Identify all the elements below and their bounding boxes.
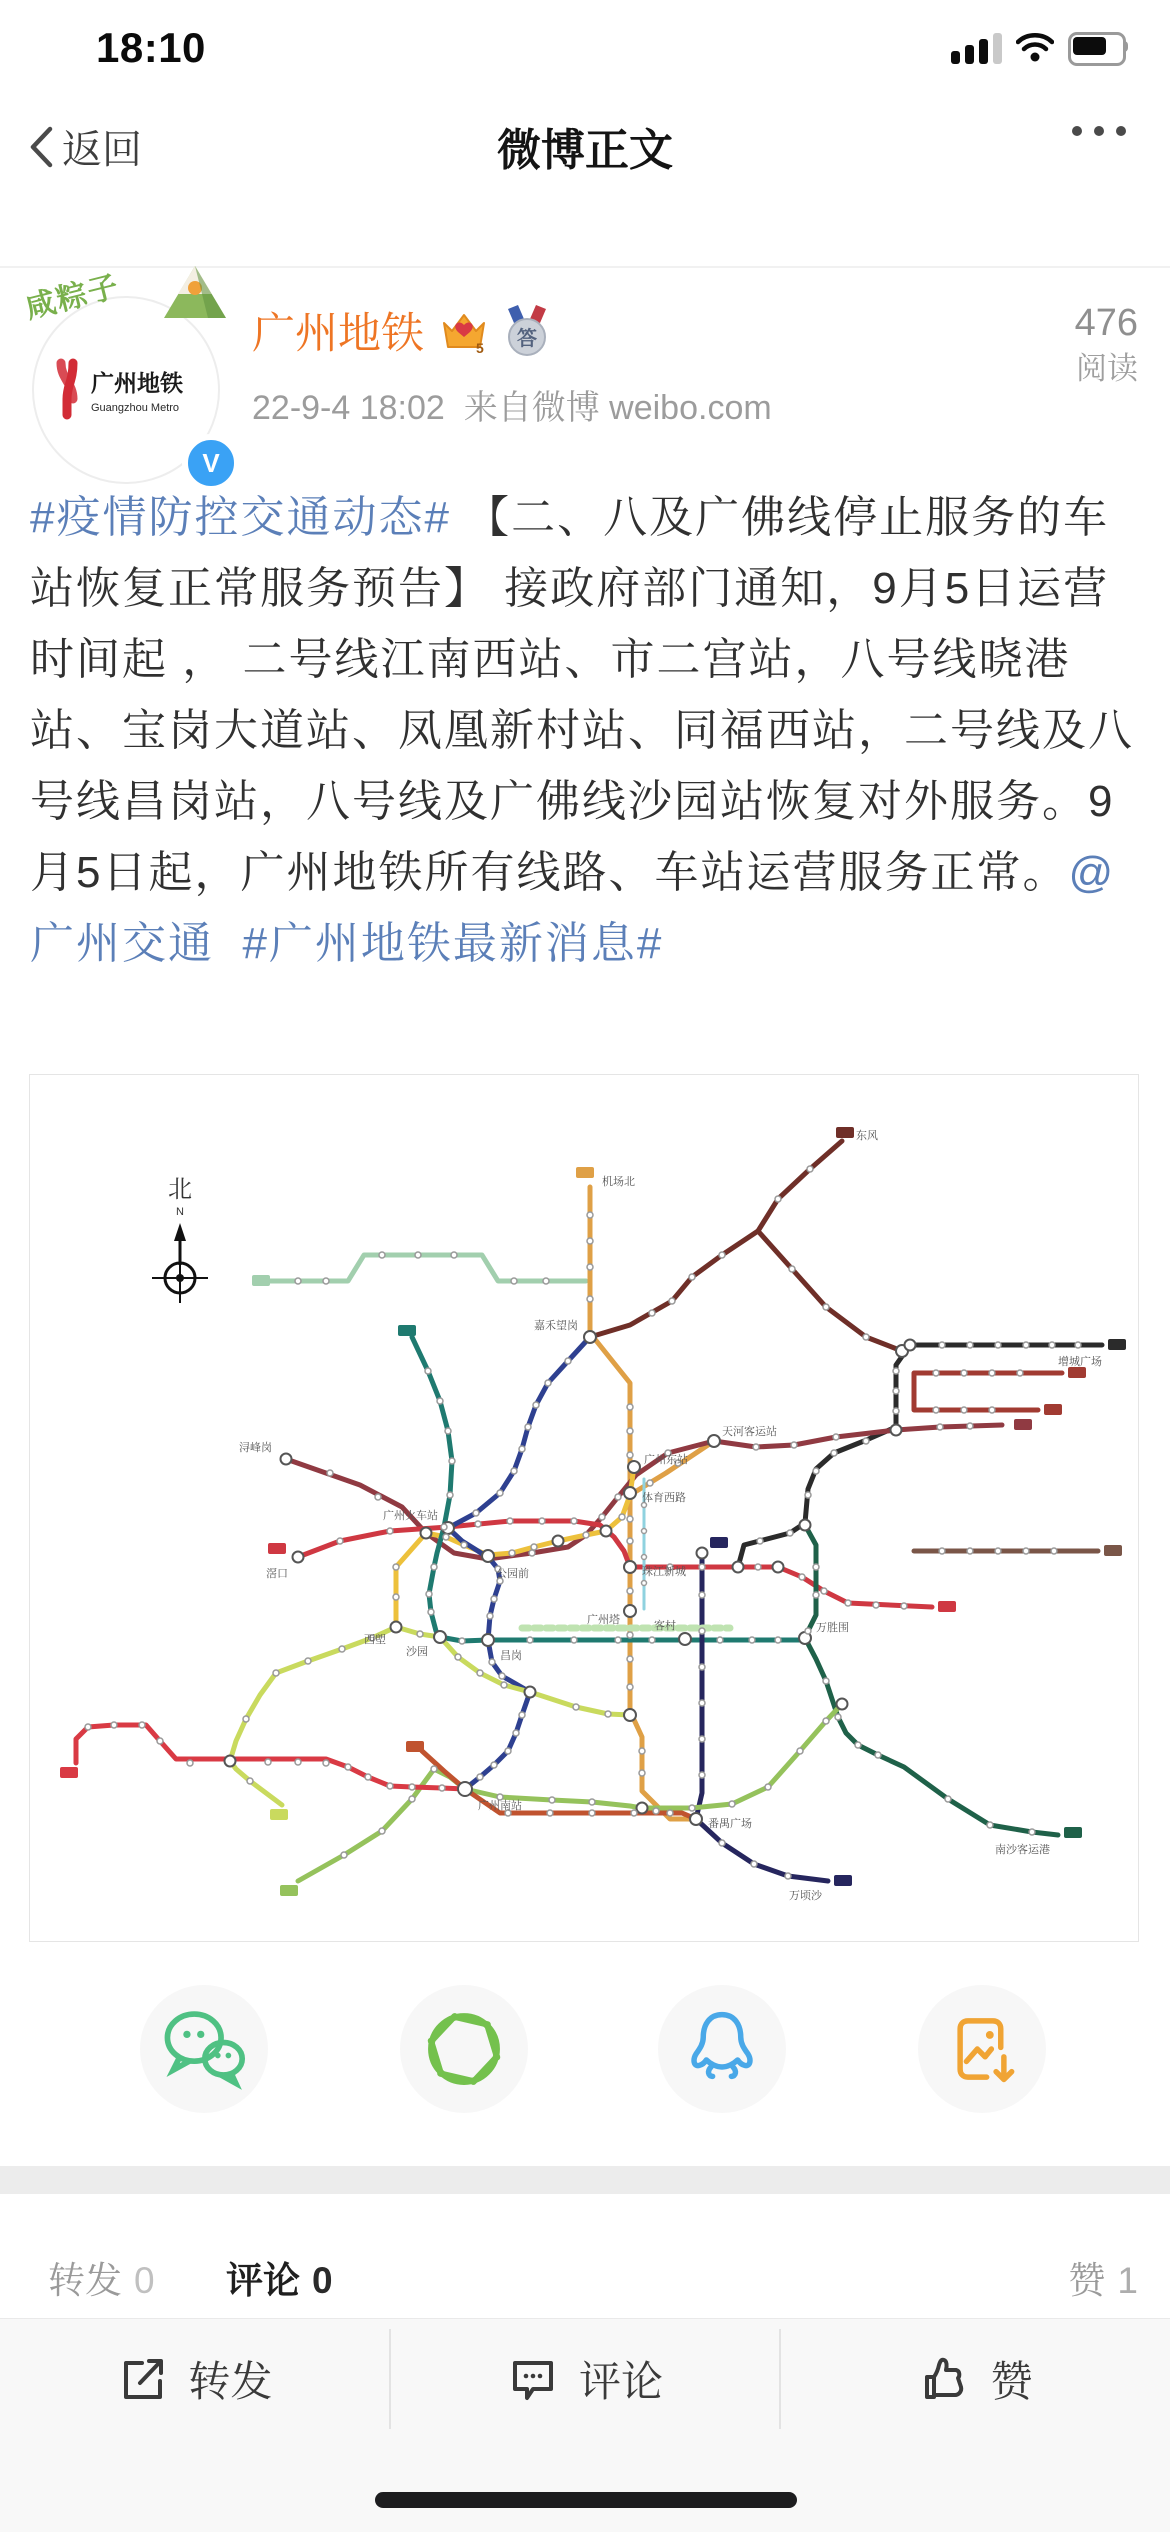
hashtag-link-2[interactable]: #广州地铁最新消息# [242, 919, 664, 968]
comment-icon [507, 2353, 559, 2405]
share-qq-button[interactable] [658, 1985, 786, 2113]
repost-label: 转发 [188, 2358, 273, 2405]
svg-text:答: 答 [517, 327, 537, 350]
post-content [30, 482, 1142, 979]
status-bar [0, 0, 1170, 100]
metro-line-2 [448, 1337, 590, 1789]
svg-text:嘉禾望岗: 嘉禾望岗 [534, 1320, 578, 1332]
page-title: 微博正文 [497, 126, 673, 175]
compass-icon [152, 1176, 208, 1303]
svg-text:N: N [176, 1206, 184, 1218]
share-wechat-button[interactable] [140, 1985, 268, 2113]
svg-text:东风: 东风 [856, 1130, 878, 1142]
section-separator [0, 2166, 1170, 2194]
share-save-image-button[interactable] [918, 1985, 1046, 2113]
svg-text:昌岗: 昌岗 [500, 1650, 522, 1662]
svg-text:广州塔: 广州塔 [587, 1614, 620, 1626]
svg-text:广州火车站: 广州火车站 [383, 1510, 438, 1522]
metro-lines [76, 1141, 1102, 1881]
knowledge-city-line [914, 1373, 1062, 1410]
guangzhou-metro-logo [51, 355, 201, 425]
vip-crown-badge-icon[interactable] [438, 307, 490, 355]
cellular-signal-icon [951, 30, 1002, 64]
qq-penguin-icon [672, 1999, 772, 2099]
metro-line-5 [298, 1521, 932, 1607]
post-body-text: 【二、八及广佛线停止服务的车站恢复正常服务预告】 接政府部门通知，9月5日运营时间起 ， 二号线江南西站、市二宫站，八号线晓港站、宝岗大道站、凤凰新村站、同福西站，二号线及八号线昌岗站，八号线及广佛线沙园站恢复对外服务。9月5日起，广州地铁所有线路、车站运营服务正常。 [30, 493, 1134, 897]
stats-row [0, 2240, 1170, 2310]
interchange-markers [225, 1331, 916, 1825]
verified-badge: V [182, 434, 240, 492]
svg-text:西塱: 西塱 [364, 1634, 386, 1646]
tab-reposts[interactable]: 转发 0 [48, 2260, 155, 2301]
home-indicator[interactable] [375, 2492, 797, 2508]
post-image-metro-map[interactable] [29, 1074, 1139, 1942]
back-label: 返回 [62, 128, 142, 172]
share-bar [0, 1985, 1170, 2115]
tab-likes[interactable]: 赞 1 [1068, 2260, 1138, 2301]
svg-text:万胜围: 万胜围 [816, 1622, 849, 1634]
svg-text:南沙客运港: 南沙客运港 [995, 1844, 1050, 1856]
avatar-pendant-text: 咸粽子 [22, 269, 124, 326]
thumbs-up-icon [919, 2353, 971, 2405]
qa-medal-badge-icon[interactable] [504, 305, 550, 357]
metro-line-8 [412, 1337, 805, 1641]
moments-aperture-icon [414, 1999, 514, 2099]
share-moments-button[interactable] [400, 1985, 528, 2113]
hashtag-link[interactable]: #疫情防控交通动态# [30, 493, 451, 542]
like-label: 赞 [990, 2358, 1033, 2405]
comment-button[interactable] [389, 2329, 780, 2429]
svg-text:增城广场: 增城广场 [1058, 1356, 1102, 1368]
avatar[interactable] [22, 269, 220, 484]
svg-text:番禺广场: 番禺广场 [708, 1818, 752, 1830]
svg-text:公园前: 公园前 [496, 1568, 529, 1580]
save-image-icon [932, 1999, 1032, 2099]
tab-comments[interactable]: 评论 0 [226, 2260, 333, 2301]
battery-icon [1068, 32, 1128, 62]
metro-line-14 [590, 1141, 842, 1337]
svg-text:滘口: 滘口 [266, 1568, 288, 1580]
read-count: 476 阅读 [1074, 302, 1138, 386]
svg-text:广州东站: 广州东站 [644, 1454, 688, 1466]
metro-line-14-branch [758, 1231, 902, 1351]
svg-text:体育西路: 体育西路 [642, 1492, 686, 1504]
svg-text:珠江新城: 珠江新城 [642, 1566, 686, 1578]
svg-text:万顷沙: 万顷沙 [789, 1890, 822, 1902]
svg-text:5: 5 [476, 339, 484, 355]
metro-line-18 [696, 1553, 828, 1881]
more-button[interactable] [1072, 126, 1126, 136]
svg-text:客村: 客村 [654, 1620, 676, 1632]
guangzhou-metro-map [30, 1075, 1138, 1941]
nav-bar [0, 100, 1170, 192]
status-time: 18:10 [96, 24, 206, 71]
mention-link[interactable]: @广州交通 [30, 848, 1116, 968]
svg-text:沙园: 沙园 [406, 1646, 428, 1658]
svg-text:广州地铁: 广州地铁 [91, 370, 183, 396]
svg-text:北: 北 [168, 1176, 192, 1203]
svg-text:机场北: 机场北 [602, 1176, 635, 1188]
wifi-icon [1016, 32, 1054, 62]
repost-icon [116, 2353, 168, 2405]
like-button[interactable] [779, 2329, 1170, 2429]
svg-text:广州南站: 广州南站 [478, 1800, 522, 1812]
author-name[interactable]: 广州地铁 [252, 310, 424, 358]
wechat-icon [152, 1997, 256, 2101]
metro-line-9 [270, 1255, 586, 1281]
svg-text:天河客运站: 天河客运站 [722, 1426, 777, 1438]
svg-text:浔峰岗: 浔峰岗 [239, 1442, 272, 1454]
post-meta: 22-9-4 18:02 来自微博 weibo.com [252, 389, 772, 427]
svg-text:Guangzhou Metro: Guangzhou Metro [91, 402, 180, 414]
metro-line-4 [805, 1525, 1058, 1835]
comment-label: 评论 [579, 2358, 664, 2405]
repost-button[interactable] [0, 2329, 389, 2429]
foshan-line-2 [76, 1725, 465, 1789]
station-labels [239, 1129, 1102, 1902]
zongzi-pendant-icon [160, 262, 230, 328]
metro-line-7 [298, 1704, 842, 1881]
